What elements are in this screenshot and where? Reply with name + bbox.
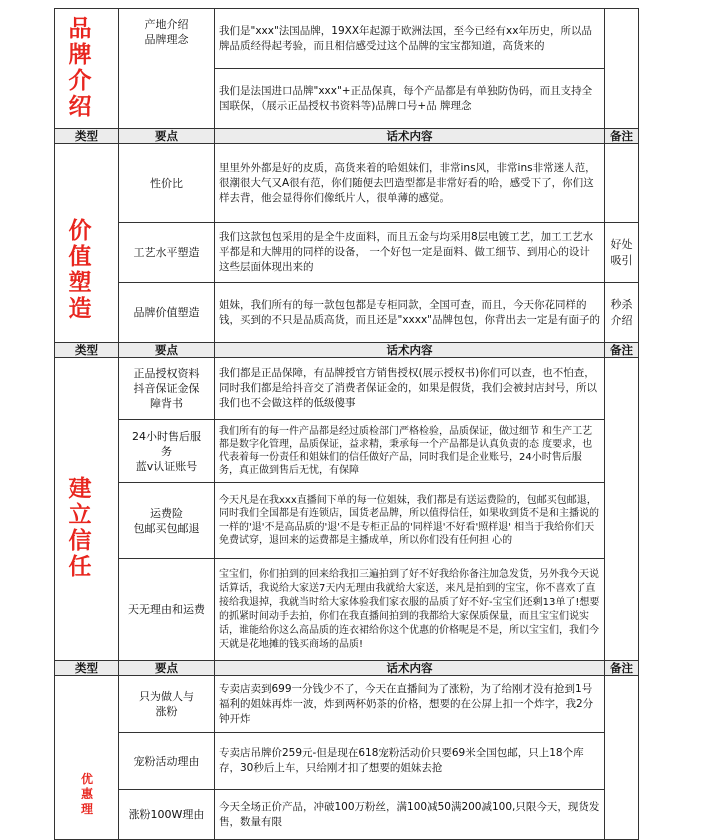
script-no-reason-return: 宝宝们，你们拍到的回来给我扣三遍拍到了好不好我给你备注加急发货，另外我今天说话算话，我说给大家送7天内无理由我就给大家送，来凡是拍到的宝宝，你不喜欢了直接给我退掉，我就当时给大家体验我们家衣服的品质了好不好-宝宝们还剩13单了!想要的抓紧时间动手去拍，你们在我直播间拍到的我都给大家保质保量，而且宝宝们说实话，谁能给你这么高品质的连衣裙给你这个优惠的价格呢是不是，所以宝宝们，我们今天就是花地摊的钱买商场的品质! <box>215 559 605 661</box>
note-flash-sale: 秒杀 介绍 <box>605 283 639 343</box>
point-brand-value: 品牌价值塑造 <box>119 283 215 343</box>
category-discount-reason <box>80 772 94 820</box>
point-shipping-insurance: 运费险 包邮买包邮退 <box>119 483 215 559</box>
header-point: 要点 <box>119 343 215 358</box>
script-authorization: 我们都是正品保障，有品牌授官方销售授权(展示授权书)你们可以查，也不怕查，同时我们都是给抖音交了消费者保证金的，如果是假货，我们会被封店封号，所以我们也不会做这样的低级傻事 <box>215 358 605 420</box>
script-value-ratio: 里里外外都是好的皮质，高货来着的哈姐妹们，非常ins风，非常ins非常迷人范，很潮很大气又A很有范，你们随便去凹造型都是非常好看的哈，感受下了，你们这样去背，他会显得你们像纸片人，很单薄的感觉。 <box>215 144 605 223</box>
header-note: 备注 <box>605 129 639 144</box>
category-brand-intro <box>60 16 100 120</box>
category-discount-reason-text: 优惠理 <box>80 772 93 816</box>
header-point: 要点 <box>119 129 215 144</box>
script-brand-origin: 我们是"xxx"法国品牌，19XX年起源于欧洲法国，至今已经有xx年历史，所以品牌品质经得起考验，而且相信感受过这个品牌的宝宝都知道，高货来的 <box>215 9 605 69</box>
point-origin-brand: 产地介绍 品牌理念 <box>119 9 215 129</box>
script-shipping-insurance: 今天凡是在我xxx直播间下单的每一位姐妹，我们都是有送运费险的，包邮买包邮退，同时我们全国都是有连锁店，国货老品牌，所以值得信任，如果收到货不是和主播说的一样的'退'不是高品质的'退'不是专柜正品的'同样退'不好看'照样退' 相当于我给你们天免费试穿，退回来的运费都是主播成单，所以你们没有任何担 心的 <box>215 483 605 559</box>
script-brand-value: 姐妹，我们所有的每一款包包都是专柜同款，全国可查，而且，今天你花同样的钱，买到的不只是品质高货，而且还是"xxxx"品牌包包，你背出去一定是有面子的 <box>215 283 605 343</box>
script-brand-authentic: 我们是法国进口品牌"xxx"+正品保真，每个产品都是有单独防伪码，而且支持全国联保，（展示正品授权书资料等)品牌口号+品 牌理念 <box>215 69 605 129</box>
script-after-sales: 我们所有的每一件产品都是经过质检部门严格检验，品质保证，做过细节 和生产工艺都是数字化管理，品质保证，益求精，秉承每一个产品都是认真负责的态 度要求，也代表着每一份责任和姐妹们的信任做好产品，同时我们是企业账号，24小时售后服务，真正做到售后无忧，有保障 <box>215 420 605 483</box>
header-type: 类型 <box>55 661 119 676</box>
header-type: 类型 <box>55 343 119 358</box>
script-fan-event: 专卖店吊牌价259元-但是现在618宠粉活动价只要69米全国包邮，只上18个库存，30秒后上车，只给刚才扣了想要的姐妹去抢 <box>215 733 605 790</box>
script-craft: 我们这款包包采用的是全牛皮面料，而且五金与均采用8层电镀工艺，加工工艺水平都是和大牌用的同样的设备， 一个好包一定是面料、做工细节、到用心的设计这些层面体现出来的 <box>215 223 605 283</box>
sales-script-table <box>54 8 639 840</box>
note-cell <box>605 676 639 840</box>
point-authorization: 正品授权资料 抖音保证金保 障背书 <box>119 358 215 420</box>
header-type: 类型 <box>55 129 119 144</box>
header-point: 要点 <box>119 661 215 676</box>
point-after-sales: 24小时售后服 务 蓝v认证账号 <box>119 420 215 483</box>
note-cell <box>605 9 639 129</box>
script-fans: 专卖店卖到699一分钱少不了，今天在直播间为了涨粉，为了给刚才没有抢到1号福利的姐妹再炸一波，炸到两杯奶茶的价格，想要的在公屏上扣一个炸字，我2分钟开炸 <box>215 676 605 733</box>
point-million-fans: 涨粉100W理由 <box>119 790 215 840</box>
category-value-building <box>60 218 100 322</box>
header-note: 备注 <box>605 661 639 676</box>
point-fan-event: 宠粉活动理由 <box>119 733 215 790</box>
point-value-ratio: 性价比 <box>119 144 215 223</box>
point-fans: 只为做人与 涨粉 <box>119 676 215 733</box>
category-value-building-text: 价值塑造 <box>68 218 92 322</box>
note-cell <box>605 144 639 223</box>
script-million-fans: 今天全场正价产品，冲破100万粉丝，满100减50满200减100,只限今天，现货发售，数量有限 <box>215 790 605 840</box>
note-benefit: 好处 吸引 <box>605 223 639 283</box>
header-script: 话术内容 <box>215 661 605 676</box>
point-no-reason-return: 天无理由和运费 <box>119 559 215 661</box>
header-script: 话术内容 <box>215 129 605 144</box>
header-script: 话术内容 <box>215 343 605 358</box>
category-build-trust <box>60 476 100 580</box>
header-note: 备注 <box>605 343 639 358</box>
note-cell <box>605 358 639 661</box>
point-craft: 工艺水平塑造 <box>119 223 215 283</box>
category-brand-intro-text: 品牌介绍 <box>68 16 92 120</box>
category-build-trust-text: 建立信任 <box>68 476 92 580</box>
